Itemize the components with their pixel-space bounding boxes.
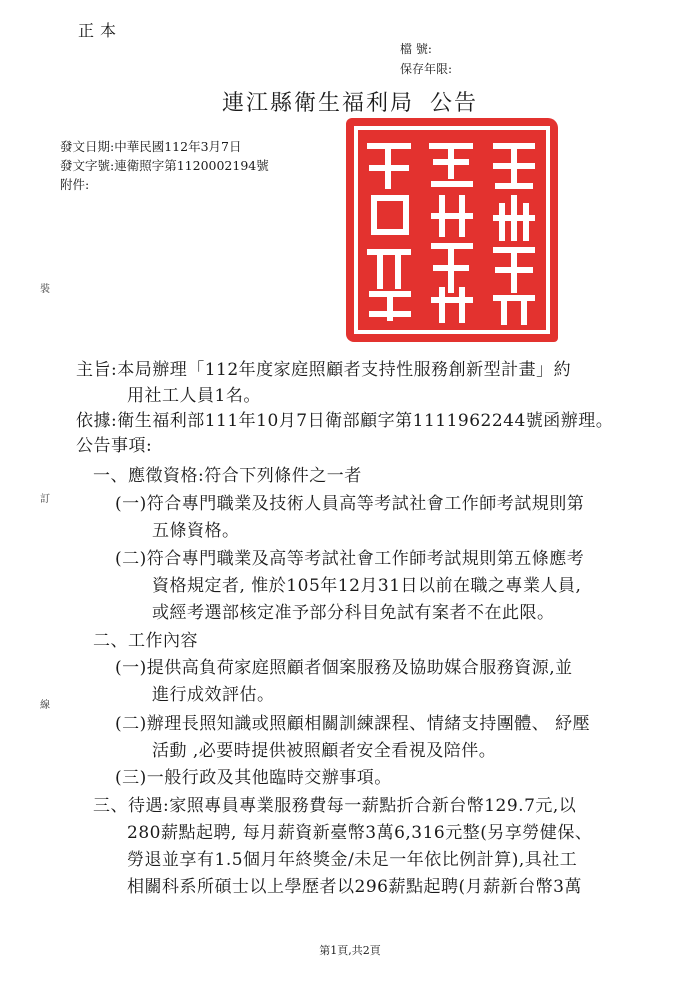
item-2-1-line-1: (一)提供高負荷家庭照顧者個案服務及協助媒合服務資源,並 [115,658,573,678]
binding-mark-zhuang: 裝 [40,284,50,295]
title-org: 連江縣衛生福利局 [221,91,414,116]
item-2-1-line-2: 進行成效評估。 [152,685,275,705]
section-3-line-4: 相關科系所碩士以上學歷者以296薪點起聘(月薪新台幣3萬 [127,877,582,897]
purpose-line-1: 主旨:本局辦理「112年度家庭照顧者支持性服務創新型計畫」約 [76,360,572,380]
section-3-line-2: 280薪點起聘, 每月薪資新臺幣3萬6,316元整(另享勞健保、 [127,823,593,843]
basis-line: 依據:衛生福利部111年10月7日衛部顧字第1111962244號函辦理。 [76,411,614,431]
attachment-label: 附件: [60,177,90,192]
item-1-2-line-1: (二)符合專門職業及高等考試社會工作師考試規則第五條應考 [115,549,585,569]
title-doc-type: 公告 [430,91,479,116]
item-2-3-line: (三)一般行政及其他臨時交辦事項。 [115,768,392,788]
section-3-line-1: 三、待遇:家照專員專業服務費每一薪點折合新台幣129.7元,以 [93,796,577,816]
binding-mark-ding: 訂 [40,494,50,505]
page-footer: 第1頁,共2頁 [319,944,381,957]
item-1-2-line-3: 或經考選部核定准予部分科目免試有案者不在此限。 [152,603,555,623]
section-3-line-3: 勞退並享有1.5個月年終獎金/未足一年依比例計算),具社工 [127,850,578,870]
copy-mark: 正本 [78,21,123,40]
item-1-2-line-2: 資格規定者, 惟於105年12月31日以前在職之專業人員, [152,576,582,596]
item-2-2-line-2: 活動 ,必要時提供被照顧者安全看視及陪伴。 [152,741,497,761]
issue-date: 發文日期:中華民國112年3月7日 [60,139,242,154]
purpose-line-2: 用社工人員1名。 [127,386,261,406]
document-title [0,86,700,117]
seal-glyphs [346,118,558,342]
retention-label: 保存年限: [400,62,453,76]
file-number-label: 檔 號: [400,42,432,56]
section-2-heading: 二、工作內容 [93,631,198,651]
section-1-heading: 一、應徵資格:符合下列條件之一者 [93,466,362,486]
item-1-1-line-2: 五條資格。 [152,521,240,541]
item-2-2-line-1: (二)辦理長照知識或照顧相關訓練課程、情緒支持團體、 紓壓 [115,714,591,734]
issue-number: 發文字號:連衛照字第1120002194號 [60,158,269,173]
item-1-1-line-1: (一)符合專門職業及技術人員高等考試社會工作師考試規則第 [115,494,585,514]
official-seal [346,118,558,342]
binding-mark-xian: 線 [40,700,50,711]
notice-heading: 公告事項: [76,436,153,456]
